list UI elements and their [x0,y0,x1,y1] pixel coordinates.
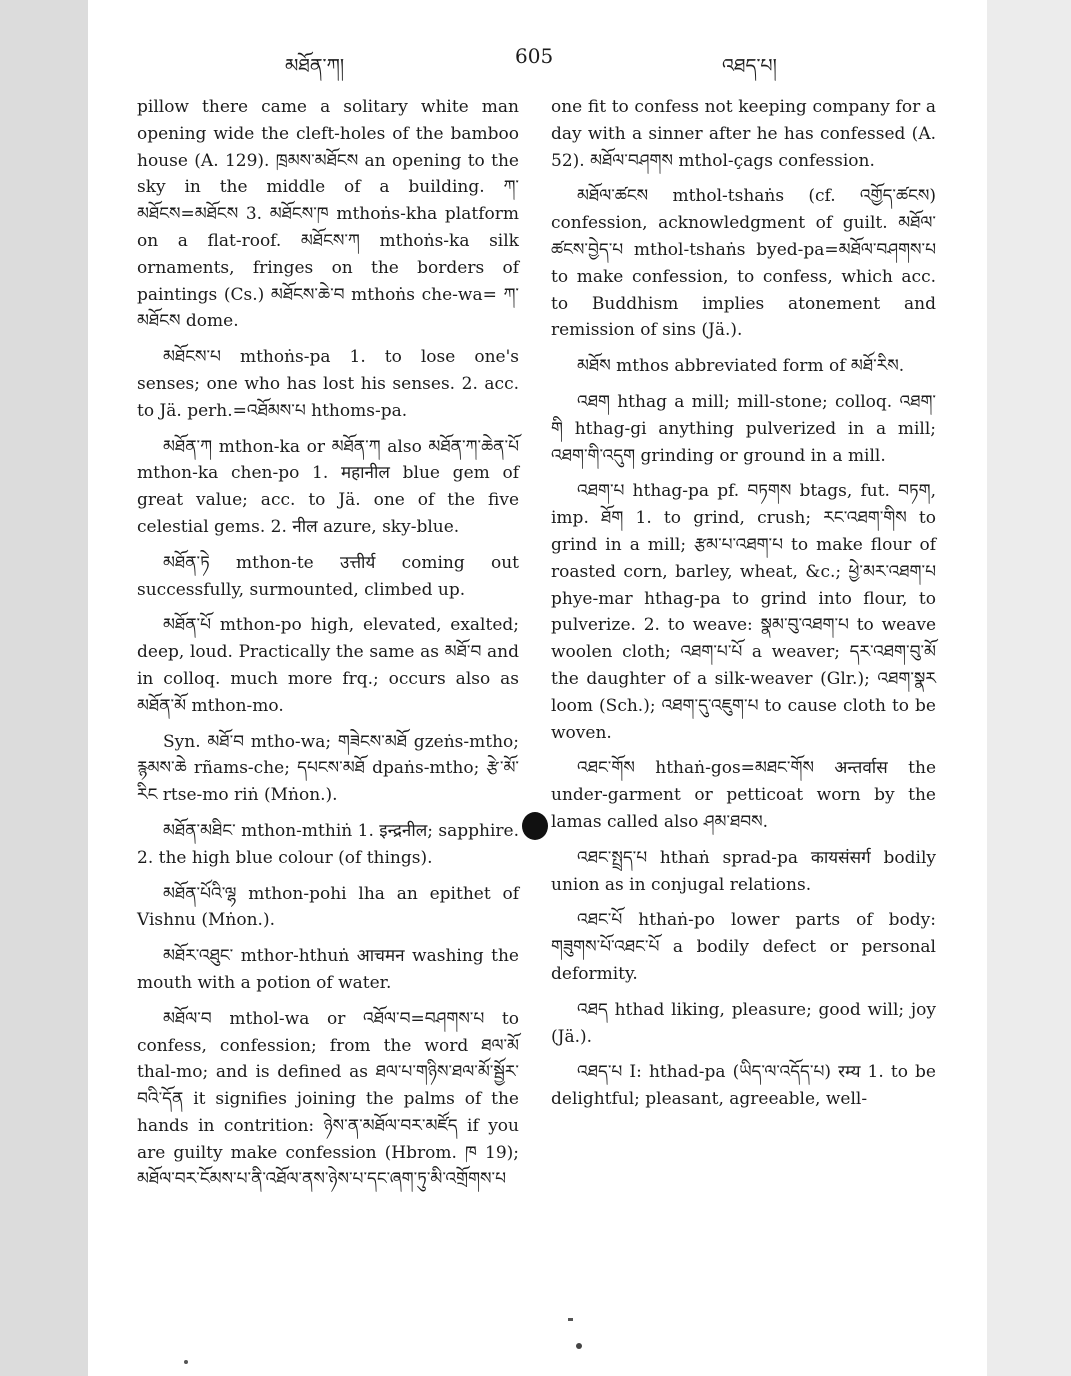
right-column [551,94,936,1122]
entry-mthon-pohi-lha: མཐོན་པོའི་ལྷ mthon-pohi lha an epithet of Vishnu (Mṅon.). [137,883,519,931]
entry-mthon-te: མཐོན་ཏེ mthon-te उत्तीर्य coming out successfully, surmounted, climbed up. [137,552,519,600]
scan-gutter-right [987,0,1071,1376]
ink-blot [522,812,548,840]
page-number: 605 [515,44,554,68]
entry-mthor-hthun: མཐོར་འཐུང་ mthor-hthuṅ आचमन washing the mouth with a potion of water. [137,946,519,993]
entry-hthan-sprad-pa: འཐང་སྤྲད་པ hthaṅ sprad-pa कायसंसर्ग bodily union as in conjugal relations. [551,847,936,895]
entry-synonyms: Syn. མཐོ་བ mtho-wa; གཟེངས་མཐོ gzeṅs-mtho; རྙམས་ཆེ rñams-che; དཔངས་མཐོ dpaṅs-mtho; རྩེ་མོ་རིང rtse-mo riṅ (Mṅon.). [137,731,519,806]
entry-hthad-pa: འཐད་པ I: hthad-pa (ཡིད་ལ་འདོད་པ) रम्य 1. to be delightful; pleasant, agreeable, well- [551,1062,936,1110]
entry-confess-continued: one fit to confess not keeping company for a day with a sinner after he has confessed (A. 52). མཐོལ་བཤགས mthol-çags confession. [551,97,936,171]
entry-mthon-ka: མཐོན་ཀ mthon-ka or མཐོན་ཀ also མཐོན་ཀ་ཆེན་པོ mthon-ka chen-po 1. महानील blue gem of great value; acc. to Jä. one of the five celestial gems. 2. नील azure, sky-blue. [137,436,519,537]
running-head-left: མཐོན་ཀ། [285,55,345,77]
entry-hthag-pa: འཐག་པ hthag-pa pf. བཏགས btags, fut. བཏག, imp. ཐོག 1. to grind, crush; རང་འཐག་གིས to grind in a mill; རྩམ་པ་འཐག་པ to make flour of roasted corn, barley, wheat, &c.; ཕྱེ་མར་འཐག་པ phye-mar hthag-pa to grind into flour, to pulverize. 2. to weave: སྣམ་བུ་འཐག་པ to weave woolen cloth; འཐག་པ་པོ a weaver; དར་འཐག་བུ་མོ the daughter of a silk-weaver (Glr.); འཐག་སྣར loom (Sch.); འཐག་དུ་འཇུག་པ to cause cloth to be woven. [551,481,936,743]
entry-hthad: འཐད hthad liking, pleasure; good will; joy (Jä.). [551,999,936,1047]
entry-mthos: མཐོས mthos abbreviated form of མཐོ་རིས. [577,356,905,377]
running-head-right: འཐད་པ། [722,55,777,77]
entry-mthon-mthin: མཐོན་མཐིང་ mthon-mthiṅ 1. इन्द्रनील; sapphire. 2. the high blue colour (of things). [137,820,519,868]
left-column [137,94,519,1202]
ink-speck [184,1360,188,1364]
entry-mthon-po: མཐོན་པོ mthon-po high, elevated, exalted; deep, loud. Practically the same as མཐོ་བ and in colloq. much more frq.; occurs also as མཐོན་མོ mthon-mo. [137,615,519,716]
scan-gutter-left [0,0,88,1376]
entry-pillow: pillow there came a solitary white man opening wide the cleft-holes of the bamboo house (A. 129). ཁྲམས་མཐོངས an opening to the sky in the middle of a building. ཀ་མཐོངས=མཐོངས 3. མཐོངས་ཁ mthoṅs-kha platform on a flat-roof. མཐོངས་ཀ mthoṅs-ka silk ornaments, fringes on the borders of paintings (Cs.) མཐོངས་ཆེ་བ mthoṅs che-wa= ཀ་མཐོངས dome. [137,97,519,332]
entry-mthol-tshans: མཐོལ་ཚངས mthol-tshaṅs (cf. འགྱོད་ཚངས) confession, acknowledgment of guilt. མཐོལ་ཚངས་བྱེད་པ mthol-tshaṅs byed-pa=མཐོལ་བཤགས་པ to make confession, to confess, which acc. to Buddhism implies atonement and remission of sins (Jä.). [551,186,936,341]
entry-hthan-gos: འཐང་གོས hthaṅ-gos=མཐང་གོས अन्तर्वास the under-garment or petticoat worn by the lamas called also ཤམ་ཐབས. [551,758,936,832]
entry-mthons-pa: མཐོངས་པ mthoṅs-pa 1. to lose one's senses; one who has lost his senses. 2. acc. to Jä. perh.=འཐོམས་པ hthoms-pa. [137,347,519,421]
entry-hthag: འཐག hthag a mill; mill-stone; colloq. འཐག་གི hthag-gi anything pulverized in a mill; འཐག་གི་འདུག grinding or ground in a mill. [551,391,936,466]
ink-speck [568,1318,573,1321]
entry-hthan-po: འཐང་པོ hthaṅ-po lower parts of body: གཟུགས་པོ་འཐང་པོ a bodily defect or personal deformity. [551,910,936,984]
ink-speck [576,1343,582,1349]
entry-mthol-wa: མཐོལ་བ mthol-wa or འཐོལ་བ=བཤགས་པ to confess, confession; from the word ཐལ་མོ thal-mo; and is defined as ཐལ་པ་གཉིས་ཐལ་མོ་སྦྱོར་བའི་དོན it signifies joining the palms of the hands in contrition: ཉེས་ན་མཐོལ་བར་མཛོད if you are guilty make confession (Hbrom. ཁ 19); མཐོལ་བར་ངོམས་པ་ནི་འཐོལ་ནས་ཉེས་པ་དང་ཞག་ཏུ་མི་འགྲོགས་པ [137,1008,519,1190]
